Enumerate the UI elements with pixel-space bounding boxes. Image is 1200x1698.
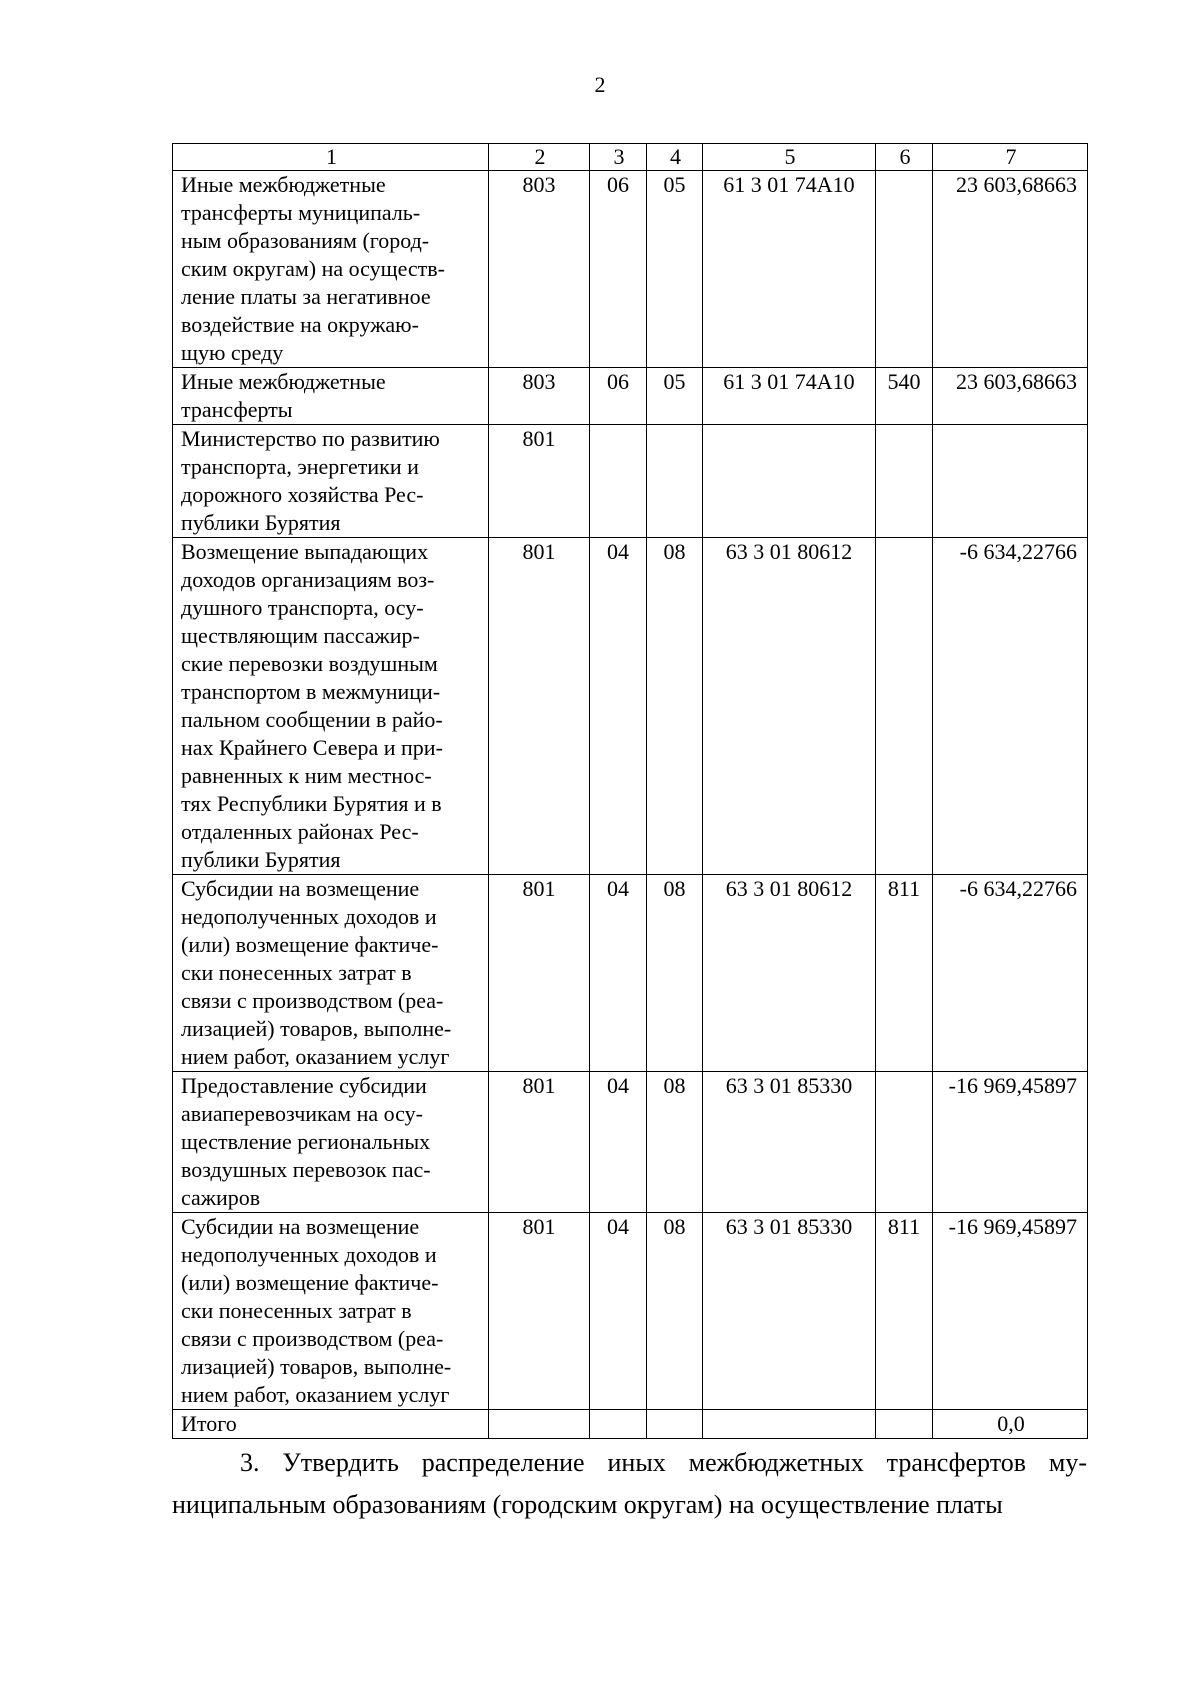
amount: 23 603,68663 bbox=[933, 368, 1088, 425]
ministry-code: 803 bbox=[489, 171, 590, 368]
row-name bbox=[173, 538, 489, 875]
row-name-line: доходов организациям воз- bbox=[181, 567, 435, 592]
section-code: 06 bbox=[590, 171, 647, 368]
subsection-code: 08 bbox=[647, 1213, 703, 1410]
target-article-code: 63 3 01 80612 bbox=[703, 538, 876, 875]
amount: 23 603,68663 bbox=[933, 171, 1088, 368]
row-name-line: недополученных доходов и bbox=[181, 904, 437, 929]
table-row bbox=[173, 875, 1088, 1072]
row-name-line: связи с производством (реа- bbox=[181, 1326, 444, 1351]
expense-type-code bbox=[876, 171, 933, 368]
header-col-5: 5 bbox=[703, 144, 876, 171]
row-name-line: ществление региональных bbox=[181, 1129, 431, 1154]
total-empty-cell bbox=[489, 1410, 590, 1439]
expense-type-code bbox=[876, 538, 933, 875]
total-empty-cell bbox=[703, 1410, 876, 1439]
row-name bbox=[173, 875, 489, 1072]
row-name-line: Министерство по развитию bbox=[181, 426, 440, 451]
row-name-line: воздушных перевозок пас- bbox=[181, 1157, 431, 1182]
total-empty-cell bbox=[647, 1410, 703, 1439]
expense-type-code bbox=[876, 1072, 933, 1213]
row-name bbox=[173, 171, 489, 368]
header-col-4: 4 bbox=[647, 144, 703, 171]
target-article-code: 63 3 01 80612 bbox=[703, 875, 876, 1072]
row-name-line: ским округам) на осуществ- bbox=[181, 256, 445, 281]
row-name-line: воздействие на окружаю- bbox=[181, 312, 419, 337]
table-row bbox=[173, 368, 1088, 425]
amount: -16 969,45897 bbox=[933, 1072, 1088, 1213]
row-name-line: (или) возмещение фактиче- bbox=[181, 932, 439, 957]
row-name bbox=[173, 425, 489, 538]
section-code: 04 bbox=[590, 875, 647, 1072]
section-code: 04 bbox=[590, 1213, 647, 1410]
row-name-line: транспортом в межмуници- bbox=[181, 679, 441, 704]
row-name-line: ские перевозки воздушным bbox=[181, 651, 438, 676]
row-name bbox=[173, 368, 489, 425]
total-row bbox=[173, 1410, 1088, 1439]
row-name-line: равненных к ним местнос- bbox=[181, 763, 432, 788]
row-name-line: тях Республики Бурятия и в bbox=[181, 791, 442, 816]
paragraph-line: 3. Утвердить распределение иных межбюджетных трансфертов му- bbox=[240, 1448, 1087, 1477]
header-col-1: 1 bbox=[173, 144, 489, 171]
paragraph-line: ниципальным образованиям (городским округам) на осуществление платы bbox=[172, 1490, 1003, 1519]
ministry-code: 801 bbox=[489, 875, 590, 1072]
row-name-line: пальном сообщении в райо- bbox=[181, 707, 443, 732]
expense-type-code bbox=[876, 425, 933, 538]
section-code: 04 bbox=[590, 1072, 647, 1213]
row-name-line: отдаленных районах Рес- bbox=[181, 819, 419, 844]
row-name-line: ски понесенных затрат в bbox=[181, 960, 412, 985]
target-article-code: 61 3 01 74А10 bbox=[703, 171, 876, 368]
row-name bbox=[173, 1072, 489, 1213]
subsection-code: 08 bbox=[647, 538, 703, 875]
row-name-line: Иные межбюджетные bbox=[181, 172, 386, 197]
table-header-row bbox=[173, 144, 1088, 171]
row-name-line: недополученных доходов и bbox=[181, 1242, 437, 1267]
resolution-paragraph bbox=[172, 1442, 1087, 1526]
table-row bbox=[173, 425, 1088, 538]
amount bbox=[933, 425, 1088, 538]
header-col-7: 7 bbox=[933, 144, 1088, 171]
row-name-line: нием работ, оказанием услуг bbox=[181, 1382, 450, 1407]
row-name-line: ление платы за негативное bbox=[181, 284, 431, 309]
total-empty-cell bbox=[876, 1410, 933, 1439]
budget-table bbox=[172, 143, 1088, 1439]
header-col-3: 3 bbox=[590, 144, 647, 171]
row-name-line: душного транспорта, осу- bbox=[181, 595, 424, 620]
row-name-line: ным образованиям (город- bbox=[181, 228, 430, 253]
header-col-2: 2 bbox=[489, 144, 590, 171]
total-empty-cell bbox=[590, 1410, 647, 1439]
row-name-line: дорожного хозяйства Рес- bbox=[181, 482, 424, 507]
row-name-line: связи с производством (реа- bbox=[181, 988, 444, 1013]
expense-type-code: 811 bbox=[876, 1213, 933, 1410]
row-name-line: нием работ, оказанием услуг bbox=[181, 1044, 450, 1069]
row-name-line: нах Крайнего Севера и при- bbox=[181, 735, 443, 760]
row-name-line: щую среду bbox=[181, 340, 284, 365]
row-name-line: Возмещение выпадающих bbox=[181, 539, 429, 564]
subsection-code: 05 bbox=[647, 171, 703, 368]
row-name-line: лизацией) товаров, выполне- bbox=[181, 1016, 452, 1041]
expense-type-code: 811 bbox=[876, 875, 933, 1072]
subsection-code: 08 bbox=[647, 1072, 703, 1213]
row-name-line: трансферты bbox=[181, 397, 293, 422]
row-name-line: транспорта, энергетики и bbox=[181, 454, 419, 479]
row-name-line: авиаперевозчикам на осу- bbox=[181, 1101, 423, 1126]
row-name-line: Субсидии на возмещение bbox=[181, 876, 420, 901]
amount: -6 634,22766 bbox=[933, 538, 1088, 875]
section-code: 04 bbox=[590, 538, 647, 875]
target-article-code: 63 3 01 85330 bbox=[703, 1213, 876, 1410]
row-name-line: лизацией) товаров, выполне- bbox=[181, 1354, 452, 1379]
row-name-line: сажиров bbox=[181, 1185, 261, 1210]
target-article-code bbox=[703, 425, 876, 538]
subsection-code bbox=[647, 425, 703, 538]
table-body bbox=[173, 171, 1088, 1410]
table-row bbox=[173, 1072, 1088, 1213]
subsection-code: 05 bbox=[647, 368, 703, 425]
ministry-code: 801 bbox=[489, 1072, 590, 1213]
row-name-line: трансферты муниципаль- bbox=[181, 200, 421, 225]
row-name bbox=[173, 1213, 489, 1410]
row-name-line: ществляющим пассажир- bbox=[181, 623, 420, 648]
amount: -16 969,45897 bbox=[933, 1213, 1088, 1410]
expense-type-code: 540 bbox=[876, 368, 933, 425]
target-article-code: 61 3 01 74А10 bbox=[703, 368, 876, 425]
row-name-line: Субсидии на возмещение bbox=[181, 1214, 420, 1239]
header-col-6: 6 bbox=[876, 144, 933, 171]
row-name-line: Предоставление субсидии bbox=[181, 1073, 427, 1098]
section-code bbox=[590, 425, 647, 538]
row-name-line: Иные межбюджетные bbox=[181, 369, 386, 394]
ministry-code: 803 bbox=[489, 368, 590, 425]
ministry-code: 801 bbox=[489, 1213, 590, 1410]
target-article-code: 63 3 01 85330 bbox=[703, 1072, 876, 1213]
ministry-code: 801 bbox=[489, 425, 590, 538]
table-row bbox=[173, 1213, 1088, 1410]
table-row bbox=[173, 171, 1088, 368]
page-number: 2 bbox=[594, 72, 606, 97]
row-name-line: ски понесенных затрат в bbox=[181, 1298, 412, 1323]
row-name-line: публики Бурятия bbox=[181, 847, 341, 872]
total-value: 0,0 bbox=[933, 1410, 1088, 1439]
table-row bbox=[173, 538, 1088, 875]
section-code: 06 bbox=[590, 368, 647, 425]
total-label: Итого bbox=[173, 1410, 489, 1439]
row-name-line: публики Бурятия bbox=[181, 510, 341, 535]
ministry-code: 801 bbox=[489, 538, 590, 875]
row-name-line: (или) возмещение фактиче- bbox=[181, 1270, 439, 1295]
subsection-code: 08 bbox=[647, 875, 703, 1072]
amount: -6 634,22766 bbox=[933, 875, 1088, 1072]
